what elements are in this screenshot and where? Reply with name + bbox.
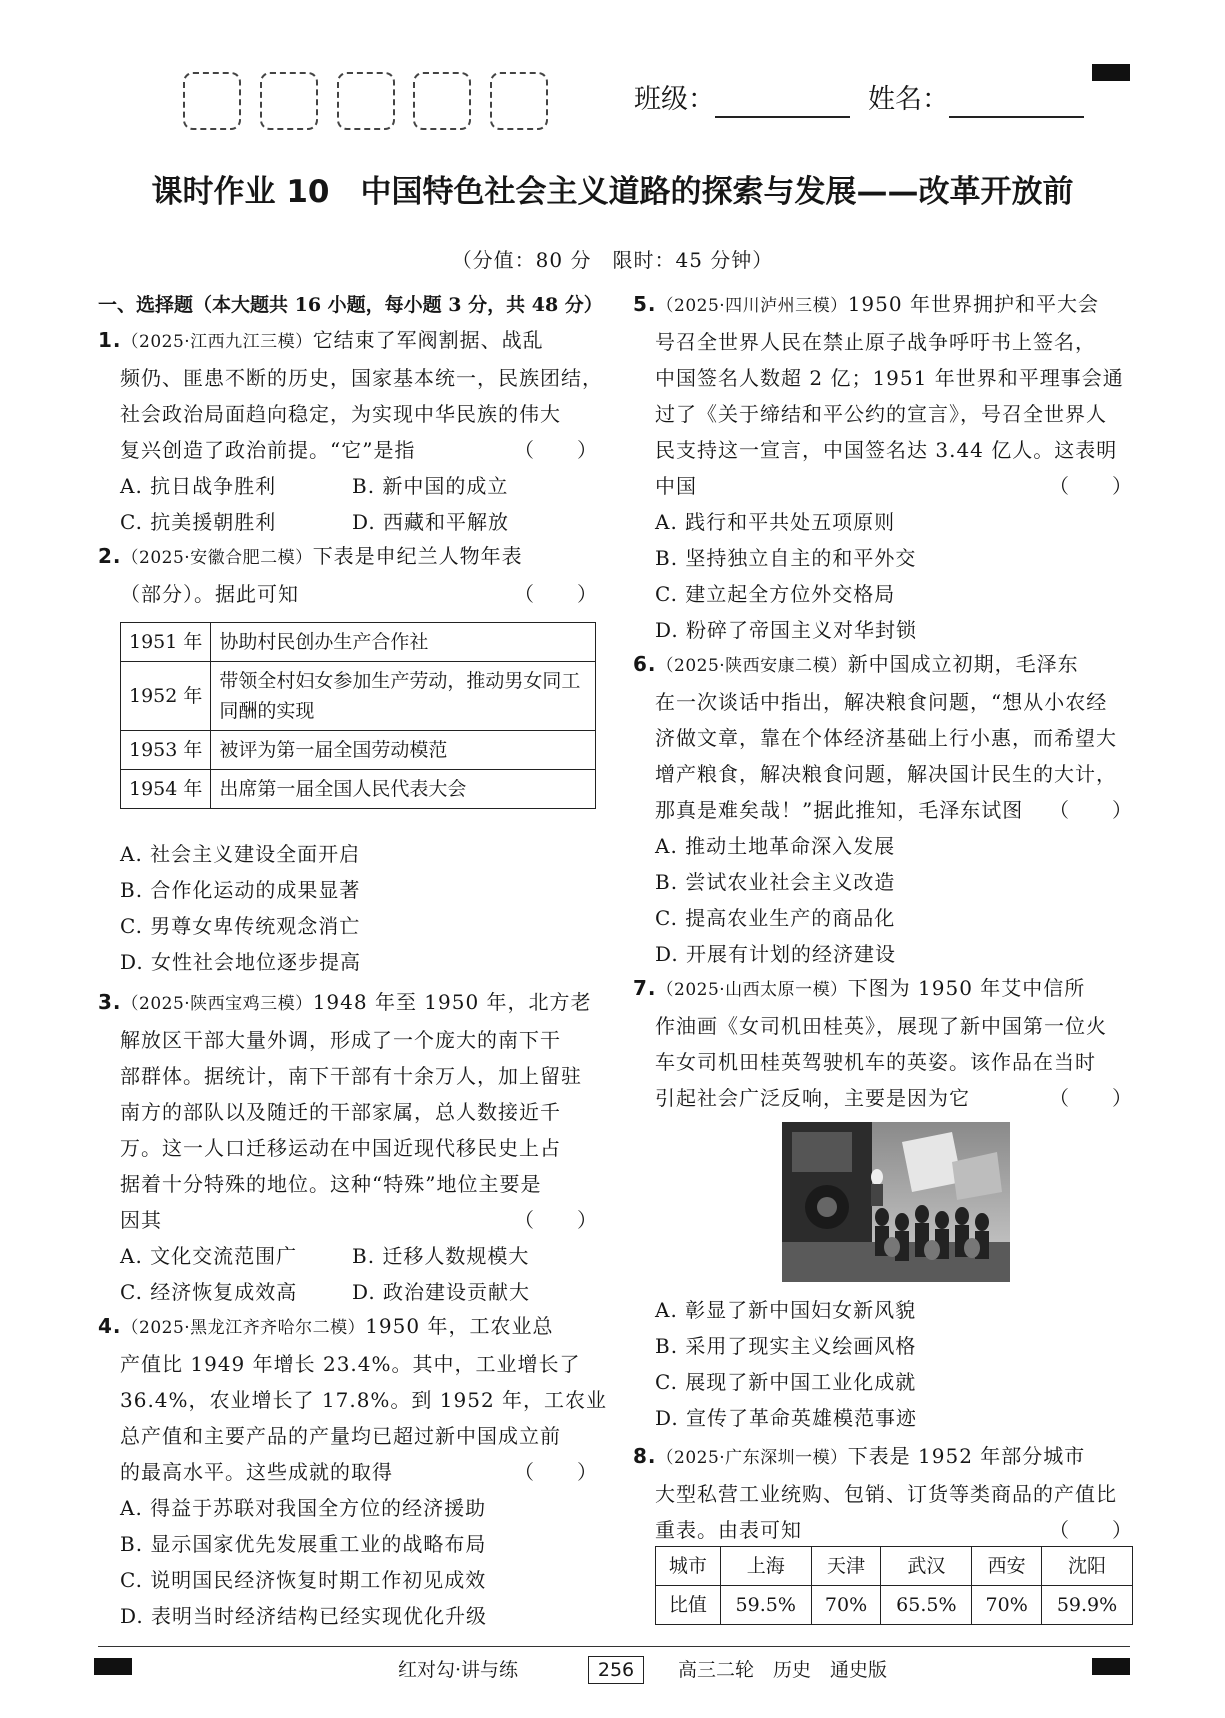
page-subtitle: （分值：80 分 限时：45 分钟） <box>451 248 774 272</box>
timeline-table <box>120 622 596 809</box>
option-a[interactable]: A. 社会主义建设全面开启 <box>120 842 361 866</box>
table-row: 1954 年 出席第一届全国人民代表大会 <box>121 770 596 809</box>
option-b[interactable]: B. 合作化运动的成果显著 <box>120 878 361 902</box>
option-b[interactable]: B. 显示国家优先发展重工业的战略布局 <box>120 1532 487 1556</box>
option-d[interactable]: D. 宣传了革命英雄模范事迹 <box>655 1406 918 1430</box>
footer-left: 红对勾·讲与练 <box>398 1659 519 1681</box>
section-heading: 一、选择题（本大题共 16 小题，每小题 3 分，共 48 分） <box>98 294 603 316</box>
option-a[interactable]: A. 文化交流范围广 <box>120 1244 298 1268</box>
option-b[interactable]: B. 新中国的成立 <box>352 474 509 498</box>
question-source: （2025·安徽合肥二模） <box>121 548 313 568</box>
question-source: （2025·陕西宝鸡三模） <box>121 994 313 1014</box>
question-8: 8.（2025·广东深圳一模）下表是 1952 年部分城市 大型私营工业统购、包销、订货等类商品的产值比 重表。由表可知 （ ） <box>633 1438 1133 1548</box>
option-c[interactable]: C. 建立起全方位外交格局 <box>655 582 896 606</box>
option-d[interactable]: D. 粉碎了帝国主义对华封锁 <box>655 618 918 642</box>
question-6: 6.（2025·陕西安康二模）新中国成立初期，毛泽东 在一次谈话中指出，解决粮食问题，“想从小农经 济做文章，靠在个体经济基础上行小惠，而希望大 增产粮食，解决粮食问题，解决国计民生的大计， 那真是难矣哉！”据此推知，毛泽东试图 （ ） A. 推动土地革命深入发展 B. 尝试农业社会主义改造 C. 提高农业生产的商品化 D. 开展有计划的经济建设 <box>633 646 1133 972</box>
table-row: 1953 年 被评为第一届全国劳动模范 <box>121 731 596 770</box>
question-source: （2025·广东深圳一模） <box>656 1448 848 1468</box>
option-a[interactable]: A. 彰显了新中国妇女新风貌 <box>655 1298 917 1322</box>
score-box[interactable] <box>413 72 471 130</box>
answer-paren[interactable]: （ ） <box>1049 474 1133 498</box>
table-row: 城市 上海 天津 武汉 西安 沈阳 <box>656 1547 1133 1586</box>
answer-paren[interactable]: （ ） <box>1049 1518 1133 1542</box>
answer-paren[interactable]: （ ） <box>514 1208 598 1232</box>
option-d[interactable]: D. 政治建设贡献大 <box>352 1280 531 1304</box>
question-7-options <box>655 1292 1133 1436</box>
question-2-options <box>120 836 598 980</box>
page-title: 课时作业 10 中国特色社会主义道路的探索与发展——改革开放前 <box>151 174 1074 210</box>
question-number: 4. <box>98 1314 122 1338</box>
option-a[interactable]: A. 得益于苏联对我国全方位的经济援助 <box>120 1496 487 1520</box>
option-d[interactable]: D. 表明当时经济结构已经实现优化升级 <box>120 1604 488 1628</box>
option-d[interactable]: D. 女性社会地位逐步提高 <box>120 950 362 974</box>
answer-paren[interactable]: （ ） <box>1049 798 1133 822</box>
answer-paren[interactable]: （ ） <box>1049 1086 1133 1110</box>
question-source: （2025·山西太原一模） <box>656 980 848 1000</box>
score-box[interactable] <box>490 72 548 130</box>
option-b[interactable]: B. 坚持独立自主的和平外交 <box>655 546 917 570</box>
corner-mark-top-right <box>1092 64 1130 81</box>
score-box[interactable] <box>337 72 395 130</box>
footer-rule <box>98 1646 1130 1647</box>
table-row: 比值 59.5% 70% 65.5% 70% 59.9% <box>656 1586 1133 1625</box>
option-d[interactable]: D. 开展有计划的经济建设 <box>655 942 897 966</box>
question-source: （2025·黑龙江齐齐哈尔二模） <box>121 1318 366 1338</box>
table-row: 1952 年 带领全村妇女参加生产劳动，推动男女同工同酬的实现 <box>121 662 596 731</box>
corner-mark-bottom-right <box>1092 1658 1130 1675</box>
option-a[interactable]: A. 推动土地革命深入发展 <box>655 834 896 858</box>
question-number: 3. <box>98 990 122 1014</box>
table-row: 1951 年 协助村民创办生产合作社 <box>121 623 596 662</box>
option-c[interactable]: C. 男尊女卑传统观念消亡 <box>120 914 361 938</box>
question-number: 8. <box>633 1444 657 1468</box>
option-c[interactable]: C. 说明国民经济恢复时期工作初见成效 <box>120 1568 487 1592</box>
question-2: 2.（2025·安徽合肥二模）下表是申纪兰人物年表 （部分）。据此可知 （ ） <box>98 538 598 612</box>
question-4: 4.（2025·黑龙江齐齐哈尔二模）1950 年，工农业总 产值比 1949 年增长 23.4%。其中，工业增长了 36.4%，农业增长了 17.8%。到 1952 年，工农业 总产值和主要产品的产量均已超过新中国成立前 的最高水平。这些成就的取得 （ ） A. 得益于苏联对我国全方位的经济援助 B. 显示国家优先发展重工业的战略布局 C. 说明国民经济恢复时期工作初见成效 D. 表明当时经济结构已经实现优化升级 <box>98 1308 598 1634</box>
option-c[interactable]: C. 经济恢复成效高 <box>120 1280 298 1304</box>
answer-paren[interactable]: （ ） <box>514 582 598 606</box>
question-3: 3.（2025·陕西宝鸡三模）1948 年至 1950 年，北方老 解放区干部大量外调，形成了一个庞大的南下干 部群体。据统计，南下干部有十余万人，加上留驻 南方的部队以及随迁的干部家属，总人数接近千 万。这一人口迁移运动在中国近现代移民史上占 据着十分特殊的地位。这种“特殊”地位主要是 因其 （ ） A. 文化交流范围广 B. 迁移人数规模大 C. 经济恢复成效高 D. 政治建设贡献大 <box>98 984 598 1310</box>
question-7: 7.（2025·山西太原一模）下图为 1950 年艾中信所 作油画《女司机田桂英》，展现了新中国第一位火 车女司机田桂英驾驶机车的英姿。该作品在当时 引起社会广泛反响，主要是因为它 （ ） <box>633 970 1133 1116</box>
page-number: 256 <box>588 1656 644 1684</box>
option-c[interactable]: C. 抗美援朝胜利 <box>120 510 277 534</box>
question-source: （2025·四川泸州三模） <box>656 296 848 316</box>
question-number: 5. <box>633 292 657 316</box>
option-a[interactable]: A. 践行和平共处五项原则 <box>655 510 896 534</box>
name-field[interactable] <box>868 82 1084 118</box>
score-box[interactable] <box>260 72 318 130</box>
answer-paren[interactable]: （ ） <box>514 1460 598 1484</box>
option-b[interactable]: B. 迁移人数规模大 <box>352 1244 530 1268</box>
option-b[interactable]: B. 采用了现实主义绘画风格 <box>655 1334 917 1358</box>
question-number: 6. <box>633 652 657 676</box>
city-ratio-table <box>655 1546 1133 1625</box>
answer-paren[interactable]: （ ） <box>514 438 598 462</box>
option-a[interactable]: A. 抗日战争胜利 <box>120 474 277 498</box>
footer-right: 高三二轮 历史 通史版 <box>678 1659 888 1681</box>
score-box[interactable] <box>183 72 241 130</box>
corner-mark-bottom-left <box>94 1658 132 1675</box>
question-source: （2025·陕西安康二模） <box>656 656 848 676</box>
class-label: 班级： <box>634 84 715 115</box>
class-field[interactable] <box>634 82 850 118</box>
option-d[interactable]: D. 西藏和平解放 <box>352 510 510 534</box>
oil-painting-image <box>782 1122 1010 1282</box>
question-1: 1.（2025·江西九江三模）它结束了军阀割据、战乱 频仍、匪患不断的历史，国家基本统一，民族团结， 社会政治局面趋向稳定，为实现中华民族的伟大 复兴创造了政治前提。“它”是指 （ ） A. 抗日战争胜利 B. 新中国的成立 C. 抗美援朝胜利 D. 西藏和平解放 <box>98 322 598 540</box>
option-c[interactable]: C. 提高农业生产的商品化 <box>655 906 896 930</box>
question-number: 7. <box>633 976 657 1000</box>
question-source: （2025·江西九江三模） <box>121 332 313 352</box>
question-number: 1. <box>98 328 122 352</box>
option-b[interactable]: B. 尝试农业社会主义改造 <box>655 870 896 894</box>
option-c[interactable]: C. 展现了新中国工业化成就 <box>655 1370 917 1394</box>
name-label: 姓名： <box>868 84 949 115</box>
question-5: 5.（2025·四川泸州三模）1950 年世界拥护和平大会 号召全世界人民在禁止原子战争呼吁书上签名， 中国签名人数超 2 亿；1951 年世界和平理事会通 过了《关于缔结和平公约的宣言》，号召全世界人 民支持这一宣言，中国签名达 3.44 亿人。这表明 中国 （ ） A. 践行和平共处五项原则 B. 坚持独立自主的和平外交 C. 建立起全方位外交格局 D. 粉碎了帝国主义对华封锁 <box>633 286 1133 648</box>
question-number: 2. <box>98 544 122 568</box>
